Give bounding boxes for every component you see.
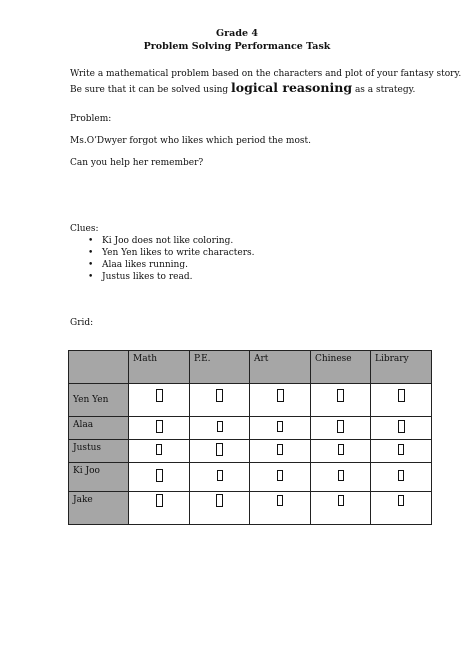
instruction-line-2-start: Be sure that it can be solved using [70, 85, 231, 95]
column-header-math: Math [129, 351, 190, 384]
empty-checkbox-icon[interactable] [338, 444, 344, 455]
column-header-pe: P.E. [190, 351, 250, 384]
empty-checkbox-icon[interactable] [156, 469, 163, 482]
grid-row-jake [69, 492, 432, 525]
bullet-icon: • [88, 260, 94, 270]
row-header-jake: Jake [69, 492, 129, 525]
bullet-icon: • [88, 272, 94, 282]
empty-checkbox-icon[interactable] [277, 389, 284, 402]
grid-label: Grid: [70, 318, 94, 328]
empty-checkbox-icon[interactable] [156, 389, 163, 402]
clues-label: Clues: [70, 224, 99, 234]
empty-checkbox-icon[interactable] [398, 470, 404, 481]
clue-item [70, 247, 255, 259]
row-header-ki-joo: Ki Joo [69, 463, 129, 492]
empty-checkbox-icon[interactable] [338, 470, 344, 481]
grid-corner-cell [69, 351, 129, 384]
grid-row-alaa [69, 417, 432, 440]
grid-header-row [69, 351, 432, 384]
clue-text: Ki Joo does not like coloring. [102, 236, 234, 246]
instruction-line-1: Write a mathematical problem based on the characters and plot of your fantasy story. [70, 69, 462, 79]
row-header-alaa: Alaa [69, 417, 129, 440]
clue-item [70, 235, 255, 247]
empty-checkbox-icon[interactable] [398, 495, 404, 506]
empty-checkbox-icon[interactable] [337, 420, 344, 433]
empty-checkbox-icon[interactable] [156, 444, 162, 455]
empty-checkbox-icon[interactable] [216, 494, 223, 507]
problem-question: Can you help her remember? [70, 158, 204, 168]
empty-checkbox-icon[interactable] [156, 494, 163, 507]
row-header-yen-yen: Yen Yen [69, 384, 129, 417]
empty-checkbox-icon[interactable] [398, 444, 404, 455]
empty-checkbox-icon[interactable] [277, 421, 283, 432]
column-header-art: Art [250, 351, 311, 384]
clue-item [70, 259, 255, 271]
empty-checkbox-icon[interactable] [277, 470, 283, 481]
empty-checkbox-icon[interactable] [217, 470, 223, 481]
problem-label: Problem: [70, 114, 112, 124]
clue-text: Alaa likes running. [102, 260, 188, 270]
task-title: Problem Solving Performance Task [143, 41, 331, 52]
bullet-icon: • [88, 236, 94, 246]
empty-checkbox-icon[interactable] [337, 389, 344, 402]
empty-checkbox-icon[interactable] [216, 389, 223, 402]
empty-checkbox-icon[interactable] [338, 495, 344, 506]
clue-item [70, 271, 255, 283]
empty-checkbox-icon[interactable] [217, 421, 223, 432]
grid-row-ki-joo [69, 463, 432, 492]
column-header-library: Library [371, 351, 432, 384]
instruction-line-2 [70, 80, 415, 95]
empty-checkbox-icon[interactable] [156, 420, 163, 433]
empty-checkbox-icon[interactable] [398, 389, 405, 402]
empty-checkbox-icon[interactable] [398, 420, 405, 433]
row-header-justus: Justus [69, 440, 129, 463]
logic-grid [68, 350, 432, 525]
grid-row-yen-yen [69, 384, 432, 417]
bullet-icon: • [88, 248, 94, 258]
empty-checkbox-icon[interactable] [216, 443, 223, 456]
instruction-line-2-end: as a strategy. [352, 85, 416, 95]
clue-text: Yen Yen likes to write characters. [102, 248, 255, 258]
logical-reasoning-emphasis: logical reasoning [231, 80, 353, 95]
empty-checkbox-icon[interactable] [277, 495, 283, 506]
grade-title: Grade 4 [216, 28, 258, 39]
grid-row-justus [69, 440, 432, 463]
clue-text: Justus likes to read. [102, 272, 193, 282]
empty-checkbox-icon[interactable] [277, 444, 283, 455]
column-header-chinese: Chinese [311, 351, 371, 384]
problem-statement: Ms.O’Dwyer forgot who likes which period the most. [70, 136, 311, 146]
clues-list [70, 235, 255, 283]
